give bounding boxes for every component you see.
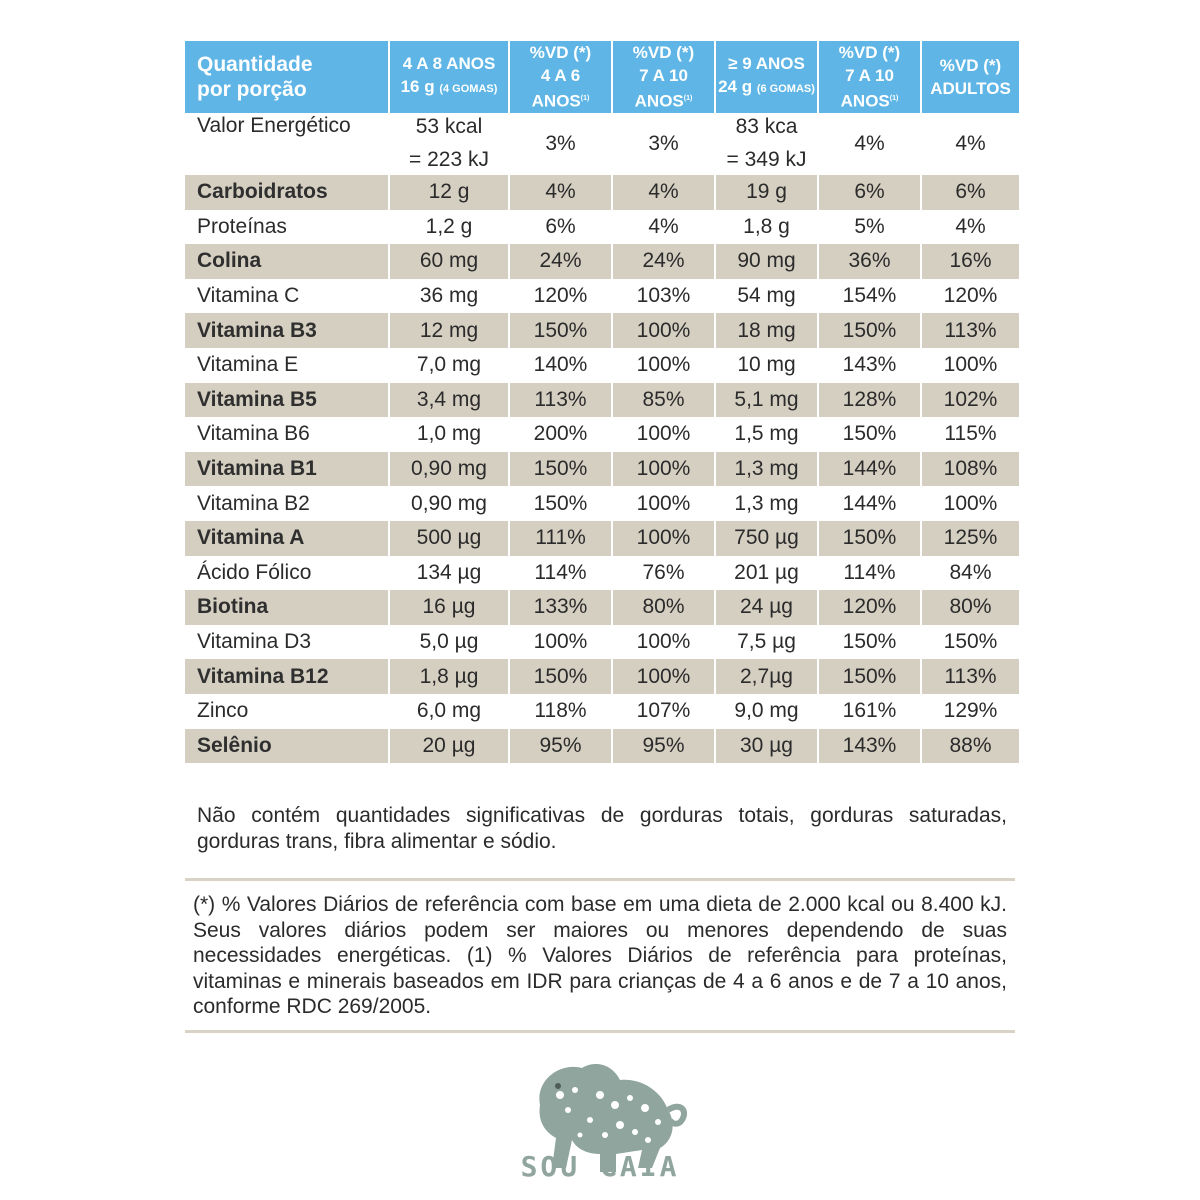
cell: 12 mg — [390, 313, 508, 348]
header-vd-adults-line1: %VD (*) — [939, 55, 1002, 75]
table-row — [185, 452, 1015, 487]
cell: 100% — [613, 521, 714, 556]
row-name: Carboidratos — [185, 175, 388, 210]
row-name: Colina — [185, 244, 388, 279]
row-name: Vitamina E — [197, 353, 299, 377]
cell: 120% — [943, 284, 998, 308]
cell: 4% — [648, 214, 679, 238]
table-row — [185, 348, 1015, 383]
energy-kj-4-8: = 223 kJ — [409, 148, 489, 171]
cell: 54 mg — [737, 284, 796, 308]
cell: 20 µg — [390, 729, 508, 764]
cell: 133% — [510, 590, 611, 625]
cell: 4% — [510, 175, 611, 210]
table-row — [185, 244, 1015, 279]
cell: 113% — [922, 313, 1019, 348]
cell: 154% — [842, 284, 897, 308]
cell: 100% — [636, 422, 691, 446]
divider-bottom — [185, 1030, 1015, 1033]
cell: 500 µg — [390, 521, 508, 556]
cell — [510, 107, 611, 175]
cell: 84% — [949, 560, 992, 584]
table-row — [185, 279, 1015, 314]
cell: 140% — [533, 353, 588, 377]
cell: 6% — [545, 214, 576, 238]
cell: 7,5 µg — [737, 630, 796, 654]
cell: 200% — [533, 422, 588, 446]
cell: 120% — [819, 590, 920, 625]
energy-vd-7-10-b: 4% — [854, 131, 885, 155]
table-row — [185, 556, 1015, 591]
energy-label: Valor Energético — [197, 114, 351, 137]
header-4-8-line1: 4 A 8 ANOS — [402, 54, 496, 74]
energy-kcal-9-plus: 83 kca — [735, 115, 798, 138]
cell: 150% — [842, 630, 897, 654]
table-row-energy — [185, 107, 1015, 175]
header-9-plus-gummies: (6 GOMAS) — [756, 83, 815, 96]
row-name: Biotina — [185, 590, 388, 625]
cell: 100% — [636, 630, 691, 654]
cell: 118% — [534, 699, 587, 723]
cell: 114% — [534, 560, 587, 584]
cell: 144% — [842, 491, 897, 515]
cell: 90 mg — [716, 244, 817, 279]
header-9-plus-grams: 24 g — [718, 77, 753, 97]
cell: 80% — [922, 590, 1019, 625]
cell: 16% — [922, 244, 1019, 279]
cell: 129% — [943, 699, 998, 723]
row-name: Vitamina D3 — [197, 630, 312, 654]
header-vd-7-10-b-line2: 7 A 10 ANOS — [840, 66, 894, 111]
header-vd-7-10-a — [613, 41, 714, 113]
header-vd-7-10-a-sup: (1) — [683, 95, 693, 102]
cell: 150% — [842, 422, 897, 446]
header-vd-7-10-a-line1: %VD (*) — [632, 43, 695, 62]
header-9-plus-line1: ≥ 9 ANOS — [728, 54, 805, 74]
cell: 100% — [613, 659, 714, 694]
energy-vd-7-10-a: 3% — [648, 131, 679, 155]
row-name: Vitamina B12 — [185, 659, 388, 694]
cell: 6,0 mg — [416, 699, 482, 723]
row-name: Proteínas — [197, 214, 287, 238]
cell: 115% — [944, 422, 997, 446]
header-vd-7-10-b — [819, 41, 920, 113]
table-row — [185, 659, 1015, 694]
cell: 88% — [922, 729, 1019, 764]
brand-name: SOU GAIA — [520, 1150, 680, 1183]
row-name: Selênio — [185, 729, 388, 764]
header-vd-4-6-line1: %VD (*) — [529, 43, 592, 62]
cell: 150% — [510, 452, 611, 487]
cell: 9,0 mg — [734, 699, 799, 723]
row-name: Vitamina B2 — [197, 491, 310, 515]
table-row — [185, 417, 1015, 452]
table-row — [185, 625, 1015, 660]
row-name: Vitamina B5 — [185, 383, 388, 418]
cell: 1,3 mg — [716, 452, 817, 487]
cell: 7,0 mg — [416, 353, 482, 377]
row-name: Vitamina A — [185, 521, 388, 556]
energy-vd-adults: 4% — [955, 131, 986, 155]
cell: 150% — [819, 521, 920, 556]
cell: 102% — [922, 383, 1019, 418]
cell: 12 g — [390, 175, 508, 210]
cell: 100% — [943, 491, 998, 515]
header-4-8-grams: 16 g — [400, 77, 435, 97]
cell — [819, 107, 920, 175]
cell: 36% — [819, 244, 920, 279]
row-name — [185, 107, 388, 175]
nutrient-disclaimer: Não contém quantidades significativas de gorduras totais, gorduras saturadas, gorduras trans, fibra alimentar e sódio. — [197, 804, 1007, 853]
cell: 125% — [922, 521, 1019, 556]
row-name: Vitamina B6 — [197, 422, 310, 446]
cell: 95% — [613, 729, 714, 764]
cell: 100% — [636, 353, 691, 377]
cell: 150% — [533, 491, 588, 515]
cell: 6% — [819, 175, 920, 210]
energy-kj-9-plus: = 349 kJ — [726, 148, 807, 171]
cell: 100% — [636, 491, 691, 515]
table-row — [185, 694, 1015, 729]
cell — [390, 107, 508, 175]
table-row — [185, 486, 1015, 521]
table-header — [185, 41, 1015, 111]
nutrition-table — [185, 41, 1015, 763]
cell: 1,8 µg — [390, 659, 508, 694]
cell: 150% — [943, 630, 998, 654]
cell: 5% — [854, 214, 885, 238]
cell: 1,3 mg — [734, 491, 799, 515]
energy-vd-4-6: 3% — [545, 131, 576, 155]
cell: 108% — [922, 452, 1019, 487]
cell: 60 mg — [390, 244, 508, 279]
cell: 5,0 µg — [419, 630, 479, 654]
cell: 201 µg — [734, 560, 799, 584]
cell: 134 µg — [416, 560, 482, 584]
cell: 6% — [922, 175, 1019, 210]
cell: 143% — [842, 353, 897, 377]
cell: 5,1 mg — [716, 383, 817, 418]
cell: 16 µg — [390, 590, 508, 625]
header-4-8-years — [390, 41, 508, 113]
cell: 19 g — [716, 175, 817, 210]
table-row — [185, 521, 1015, 556]
header-serving — [185, 41, 388, 113]
table-row — [185, 313, 1015, 348]
cell: 100% — [613, 452, 714, 487]
cell: 750 µg — [716, 521, 817, 556]
header-vd-7-10-b-line1: %VD (*) — [838, 43, 901, 62]
cell: 161% — [842, 699, 897, 723]
cell: 103% — [636, 284, 691, 308]
cell: 4% — [613, 175, 714, 210]
cell: 24% — [510, 244, 611, 279]
header-serving-line2: por porção — [197, 77, 307, 101]
cell: 24% — [613, 244, 714, 279]
header-serving-line1: Quantidade — [197, 52, 313, 76]
header-vd-7-10-b-sup: (1) — [889, 95, 899, 102]
cell: 1,2 g — [425, 214, 473, 238]
cell: 144% — [819, 452, 920, 487]
cell: 76% — [642, 560, 685, 584]
cell — [922, 107, 1019, 175]
row-name: Vitamina B1 — [185, 452, 388, 487]
cell: 80% — [613, 590, 714, 625]
cell — [613, 107, 714, 175]
cell: 0,90 mg — [390, 452, 508, 487]
cell: 128% — [819, 383, 920, 418]
row-name: Ácido Fólico — [197, 560, 312, 584]
cell: 24 µg — [716, 590, 817, 625]
cell: 150% — [819, 313, 920, 348]
cell: 1,0 mg — [416, 422, 482, 446]
header-4-8-gummies: (4 GOMAS) — [439, 83, 498, 96]
row-name: Vitamina C — [197, 284, 300, 308]
cell: 3,4 mg — [390, 383, 508, 418]
cell: 36 mg — [419, 284, 479, 308]
cell: 143% — [819, 729, 920, 764]
cell: 1,5 mg — [734, 422, 799, 446]
cell: 111% — [510, 521, 611, 556]
cell: 100% — [943, 353, 998, 377]
cell: 85% — [613, 383, 714, 418]
table-row — [185, 729, 1015, 764]
header-vd-4-6 — [510, 41, 611, 113]
row-name: Vitamina B3 — [185, 313, 388, 348]
cell: 113% — [922, 659, 1019, 694]
cell — [716, 107, 817, 175]
cell: 150% — [510, 659, 611, 694]
energy-kcal-4-8: 53 kcal — [415, 115, 483, 138]
cell: 10 mg — [737, 353, 796, 377]
cell: 1,8 g — [743, 214, 790, 238]
header-vd-adults-line2: ADULTOS — [930, 78, 1011, 98]
cell: 150% — [819, 659, 920, 694]
table-row — [185, 383, 1015, 418]
cell: 30 µg — [716, 729, 817, 764]
cell: 113% — [510, 383, 611, 418]
table-row — [185, 210, 1015, 245]
table-row — [185, 175, 1015, 210]
header-vd-7-10-a-line2: 7 A 10 ANOS — [634, 66, 688, 111]
cell: 100% — [613, 313, 714, 348]
cell: 18 mg — [716, 313, 817, 348]
cell: 95% — [510, 729, 611, 764]
cell: 107% — [636, 699, 691, 723]
header-vd-4-6-line2: 4 A 6 ANOS — [531, 66, 581, 111]
cell: 4% — [955, 214, 986, 238]
footnote: (*) % Valores Diários de referência com base em uma dieta de 2.000 kcal ou 8.400 kJ. Seus valores diários podem ser maiores ou menores dependendo de suas necessidades energéticas. (1) % Valores Diários de referência para proteínas, vitaminas e minerais baseados em IDR para crianças de 4 a 6 anos e de 7 a 10 anos, conforme RDC 269/2005. — [193, 893, 1007, 1018]
header-vd-adults — [922, 41, 1019, 113]
cell: 114% — [843, 560, 896, 584]
header-vd-4-6-sup: (1) — [580, 95, 590, 102]
table-row — [185, 590, 1015, 625]
cell: 120% — [533, 284, 588, 308]
row-name: Zinco — [197, 699, 249, 723]
divider-top — [185, 878, 1015, 881]
cell: 100% — [533, 630, 588, 654]
header-9-plus-years — [716, 41, 817, 113]
cell: 2,7µg — [716, 659, 817, 694]
cell: 0,90 mg — [411, 491, 487, 515]
table-body — [185, 175, 1015, 763]
cell: 150% — [510, 313, 611, 348]
